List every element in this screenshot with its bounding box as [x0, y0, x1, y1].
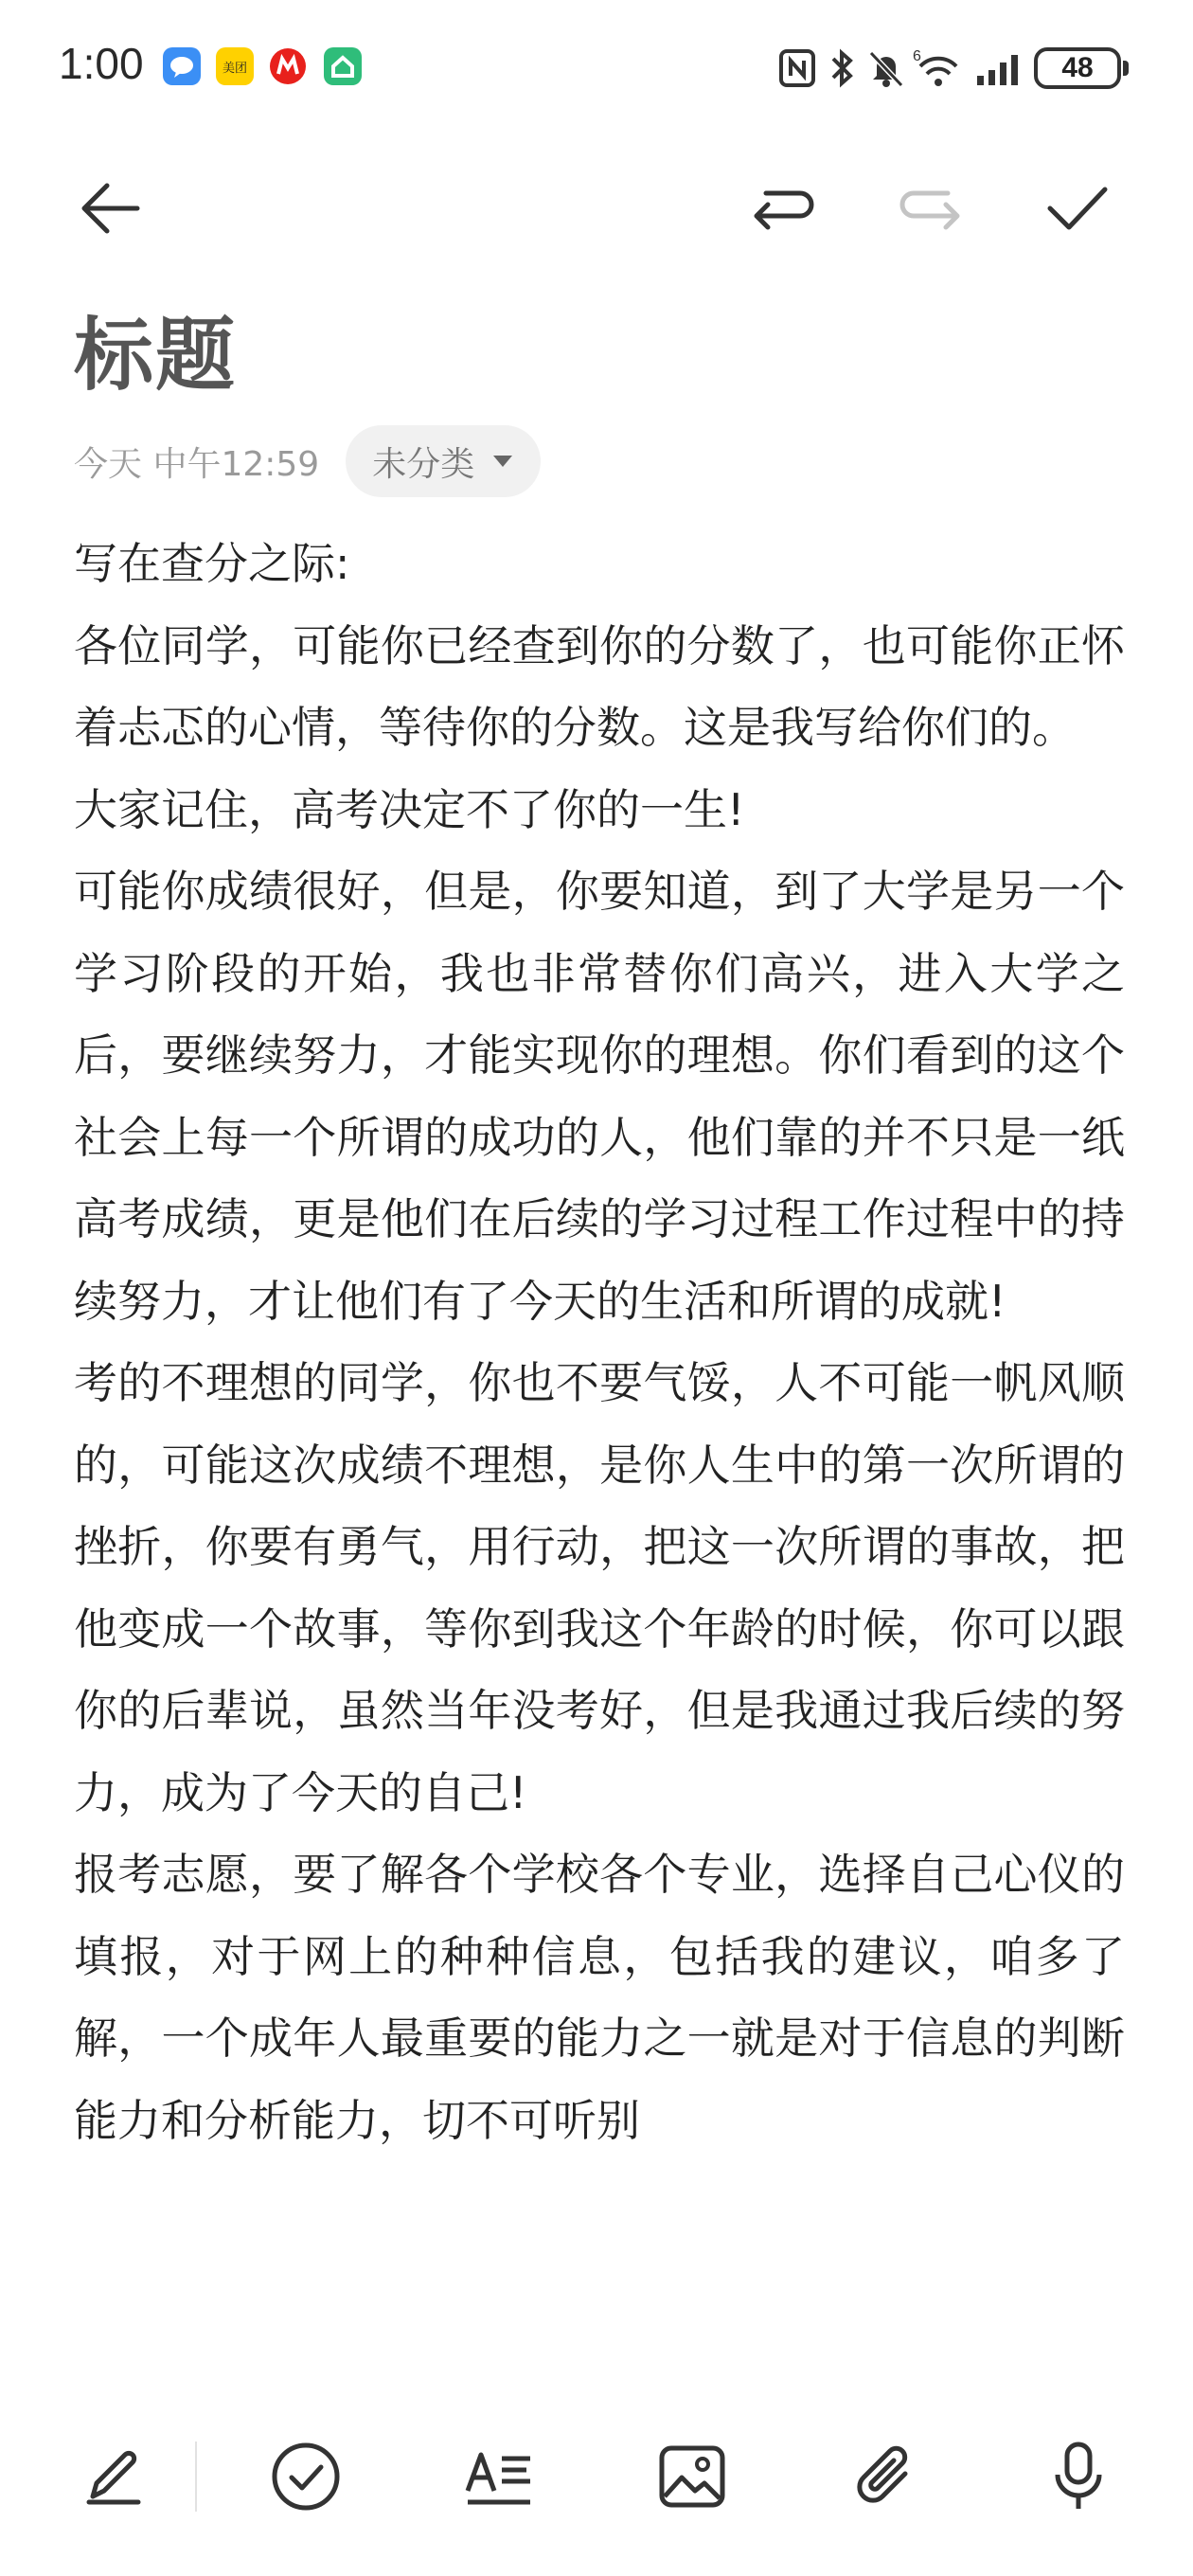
note-title[interactable]: 标题 [74, 309, 238, 402]
note-body[interactable] [74, 523, 1125, 2379]
checklist-icon [271, 2442, 341, 2512]
pen-icon [80, 2443, 146, 2510]
done-button[interactable] [1040, 170, 1115, 246]
microphone-icon [1050, 2441, 1107, 2513]
back-button[interactable] [72, 170, 148, 246]
attachment-icon [852, 2442, 918, 2512]
note-paragraph: 报考志愿，要了解各个学校各个专业，选择自己心仪的填报，对于网上的种种信息，包括我的建议，咱多了解，一个成年人最重要的能力之一就是对于信息的判断能力和分析能力，切不可听别 [74, 1849, 1125, 2146]
battery-icon [1034, 47, 1121, 89]
image-icon [657, 2443, 727, 2510]
redo-icon [897, 184, 963, 233]
note-paragraph: 写在查分之际: [74, 538, 350, 589]
nfc-icon [778, 47, 816, 89]
status-time: 1:00 [59, 39, 144, 88]
wifi-icon [913, 47, 962, 89]
checklist-button[interactable] [265, 2436, 347, 2517]
attachment-button[interactable] [845, 2436, 926, 2517]
scroll-fade [0, 2311, 1193, 2387]
text-format-button[interactable] [458, 2436, 540, 2517]
note-paragraph: 考的不理想的同学，你也不要气馁，人不可能一帆风顺的，可能这次成绩不理想，是你人生中的第一次所谓的挫折，你要有勇气，用行动，把这一次所谓的事故，把他变成一个故事，等你到我这个年龄的时候，你可以跟你的后辈说，虽然当年没考好，但是我通过我后续的努力，成为了今天的自己! [74, 1357, 1125, 1818]
voice-input-button[interactable] [1038, 2436, 1119, 2517]
bottom-toolbar [0, 2387, 1193, 2576]
status-bar [0, 0, 1193, 133]
note-meta [74, 426, 541, 496]
svg-text:美团: 美团 [222, 62, 248, 76]
home-app-icon [324, 47, 362, 85]
toolbar-divider [195, 2442, 197, 2512]
note-paragraph: 可能你成绩很好，但是，你要知道，到了大学是另一个学习阶段的开始，我也非常替你们高兴，进入大学之后，要继续努力，才能实现你的理想。你们看到的这个社会上每一个所谓的成功的人，他们靠的并不只是一纸高考成绩，更是他们在后续的学习过程工作过程中的持续努力，才让他们有了今天的生活和所谓的成就! [74, 866, 1125, 1327]
redo-button[interactable] [892, 170, 968, 246]
note-paragraph: 各位同学，可能你已经查到你的分数了，也可能你正怀着忐忑的心情，等待你的分数。这是我写给你们的。 [74, 619, 1125, 753]
message-app-icon [163, 47, 201, 85]
svg-text:6: 6 [913, 48, 921, 64]
handwriting-button[interactable] [72, 2436, 153, 2517]
chevron-down-icon [493, 456, 512, 467]
note-timestamp: 今天 中午12:59 [74, 444, 320, 484]
signal-icon [975, 47, 1028, 89]
insert-image-button[interactable] [651, 2436, 733, 2517]
meituan-app-icon [216, 47, 254, 85]
undo-icon [751, 184, 817, 233]
undo-button[interactable] [746, 170, 822, 246]
bluetooth-icon [828, 47, 856, 89]
category-dropdown[interactable] [346, 425, 541, 497]
battery-level: 48 [1061, 52, 1094, 83]
note-paragraph: 大家记住，高考决定不了你的一生! [74, 783, 745, 835]
text-format-icon [464, 2443, 534, 2510]
metro-app-icon [269, 47, 307, 85]
mute-icon [867, 47, 905, 89]
check-icon [1044, 182, 1111, 235]
category-label: 未分类 [372, 444, 475, 484]
arrow-left-icon [77, 180, 143, 237]
